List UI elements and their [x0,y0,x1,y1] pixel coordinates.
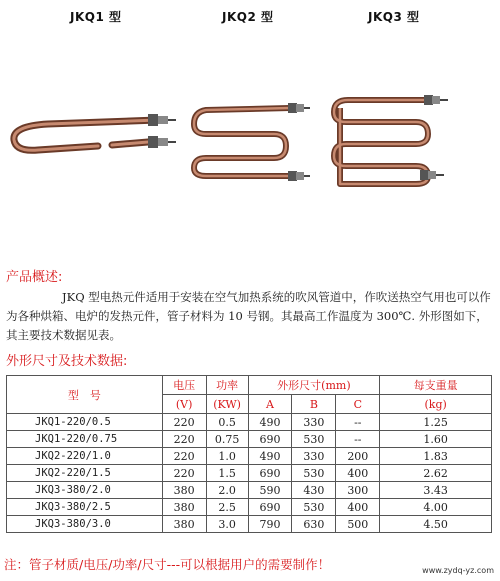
website-watermark: www.zydq-yz.com [422,566,494,575]
jkq3-heater-image [326,88,452,192]
cell-dim-c: 300 [336,482,380,499]
cell-voltage: 220 [162,431,206,448]
cell-model: JKQ1-220/0.5 [7,414,163,431]
cell-dim-a: 490 [248,448,292,465]
table-row [7,448,492,465]
cell-voltage: 380 [162,499,206,516]
cell-power: 2.5 [206,499,248,516]
table-header-row [7,376,492,395]
jkq1-model-title: JKQ1 型 [70,10,122,24]
header-power-unit: (KW) [206,395,248,414]
cell-dim-b: 630 [292,516,336,533]
cell-power: 0.75 [206,431,248,448]
header-power: 功率 [206,376,248,395]
jkq3-model-title: JKQ3 型 [368,10,420,24]
cell-dim-c: 200 [336,448,380,465]
cell-dim-b: 530 [292,431,336,448]
cell-model: JKQ2-220/1.0 [7,448,163,465]
cell-weight: 3.43 [380,482,492,499]
cell-dim-b: 330 [292,448,336,465]
cell-model: JKQ3-380/2.0 [7,482,163,499]
overview-paragraph: JKQ 型电热元件适用于安装在空气加热系统的吹风管道中，作吹送热空气用也可以作为各种烘箱、电炉的发热元件，管子材料为 10 号钢。其最高工作温度为 300℃. 外形图如下，其主要技术数据见表。 [6,290,491,342]
cell-dim-a: 690 [248,431,292,448]
cell-dim-a: 590 [248,482,292,499]
cell-model: JKQ3-380/2.5 [7,499,163,516]
cell-power: 3.0 [206,516,248,533]
cell-model: JKQ2-220/1.5 [7,465,163,482]
cell-dim-b: 530 [292,499,336,516]
cell-weight: 1.60 [380,431,492,448]
cell-dim-b: 330 [292,414,336,431]
header-dim-a: A [248,395,292,414]
cell-weight: 2.62 [380,465,492,482]
header-model: 型 号 [7,376,163,414]
cell-dim-a: 690 [248,465,292,482]
cell-weight: 1.83 [380,448,492,465]
header-voltage: 电压 [162,376,206,395]
jkq2-heater-image [182,92,312,188]
specs-heading: 外形尺寸及技术数据: [6,354,128,369]
cell-dim-c: 400 [336,499,380,516]
cell-power: 2.0 [206,482,248,499]
table-row [7,431,492,448]
cell-dim-b: 430 [292,482,336,499]
cell-dim-c: -- [336,431,380,448]
cell-dim-a: 690 [248,499,292,516]
cell-model: JKQ1-220/0.75 [7,431,163,448]
header-dim-b: B [292,395,336,414]
jkq2-model-title: JKQ2 型 [222,10,274,24]
cell-dim-a: 790 [248,516,292,533]
header-voltage-unit: (V) [162,395,206,414]
header-dim-c: C [336,395,380,414]
cell-weight: 4.50 [380,516,492,533]
cell-voltage: 220 [162,448,206,465]
jkq1-heater-image [8,100,178,170]
table-row [7,414,492,431]
cell-weight: 4.00 [380,499,492,516]
cell-dim-b: 530 [292,465,336,482]
cell-weight: 1.25 [380,414,492,431]
cell-power: 0.5 [206,414,248,431]
cell-model: JKQ3-380/3.0 [7,516,163,533]
cell-power: 1.5 [206,465,248,482]
table-row [7,499,492,516]
table-row [7,482,492,499]
cell-voltage: 380 [162,482,206,499]
header-weight-unit: (kg) [380,395,492,414]
header-weight: 每支重量 [380,376,492,395]
table-row [7,465,492,482]
customization-note: 注：管子材质/电压/功率/尺寸---可以根据用户的需要制作！ [4,557,331,572]
cell-dim-c: 500 [336,516,380,533]
header-dimensions: 外形尺寸(mm) [248,376,380,395]
cell-dim-c: 400 [336,465,380,482]
cell-voltage: 380 [162,516,206,533]
specs-table [6,375,492,533]
cell-dim-a: 490 [248,414,292,431]
cell-power: 1.0 [206,448,248,465]
cell-voltage: 220 [162,414,206,431]
cell-dim-c: -- [336,414,380,431]
table-row [7,516,492,533]
cell-voltage: 220 [162,465,206,482]
overview-heading: 产品概述: [6,270,63,285]
